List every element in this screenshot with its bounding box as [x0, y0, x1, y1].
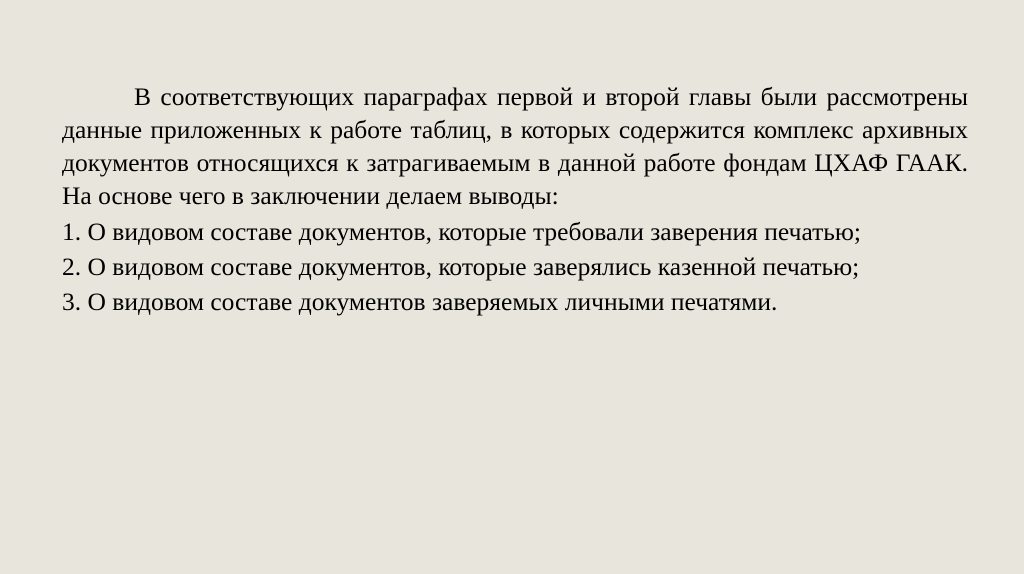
- list-item: 2. О видовом составе документов, которые заверялись казенной печатью;: [62, 251, 860, 281]
- slide-text-body: [62, 80, 968, 320]
- intro-paragraph: В соответствующих параграфах первой и второй главы были рассмотрены данные приложенных к работе таблиц, в которых содержится комплекс архивных документов относящихся к затрагиваемым в данной работе фондам ЦХАФ ГААК. На основе чего в заключении делаем выводы:: [62, 82, 968, 211]
- list-item: 3. О видовом составе документов заверяемых личными печатями.: [62, 286, 778, 316]
- list-item: 1. О видовом составе документов, которые требовали заверения печатью;: [62, 216, 862, 246]
